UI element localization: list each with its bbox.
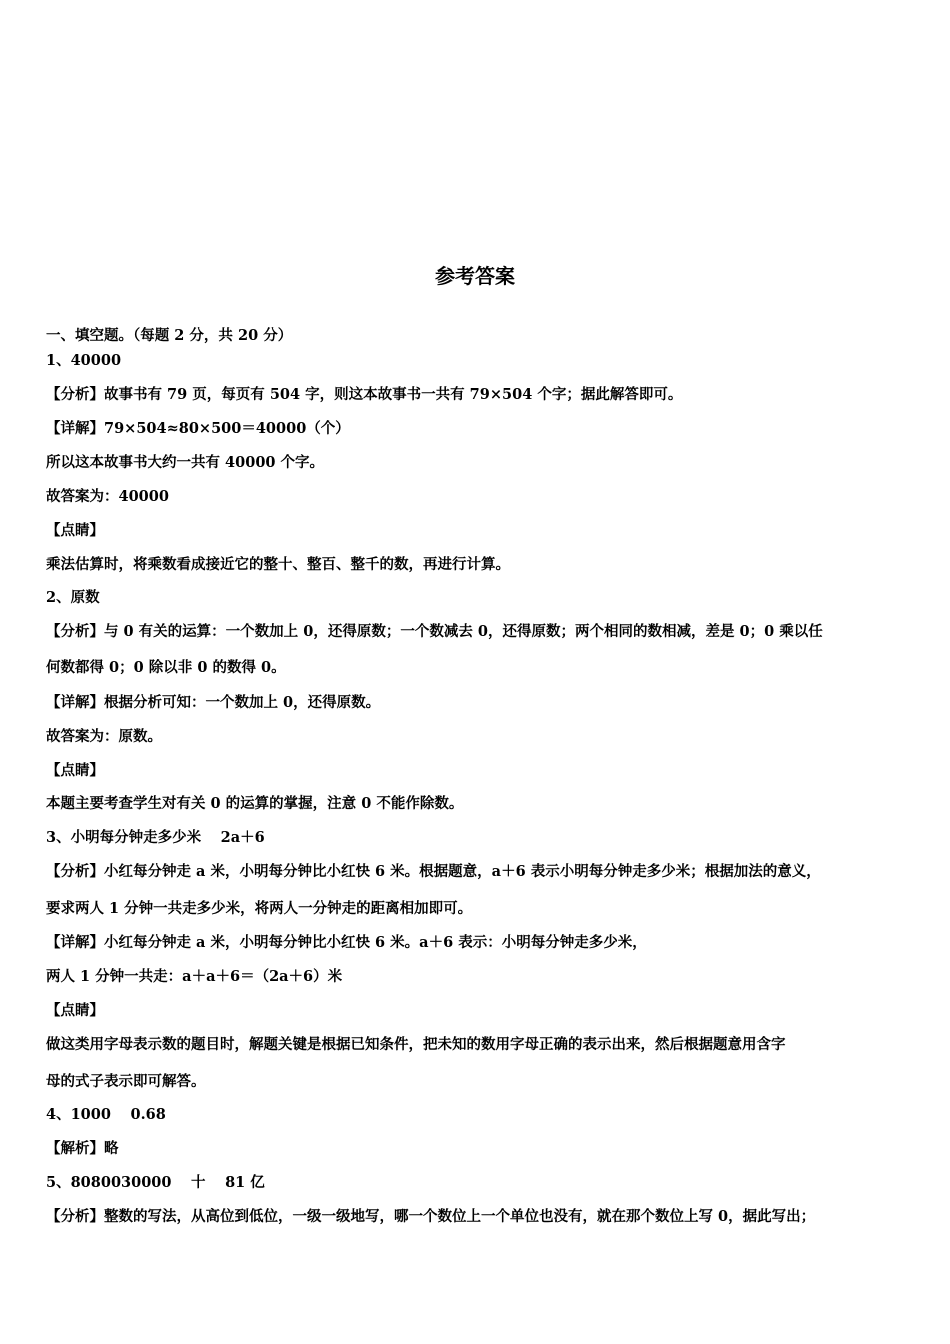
question-4-analysis: 【解析】略 — [46, 1140, 119, 1157]
question-2-conclusion: 故答案为：原数。 — [46, 728, 162, 745]
question-1-analysis: 【分析】故事书有 79 页，每页有 504 字，则这本故事书一共有 79×504 个字；据此解答即可。 — [46, 386, 683, 403]
page-title: 参考答案 — [435, 264, 515, 288]
question-5-answer: 5、8080030000 十 81 亿 — [46, 1174, 265, 1191]
question-3-comment-cont: 母的式子表示即可解答。 — [46, 1073, 206, 1090]
question-5-analysis: 【分析】整数的写法，从高位到低位，一级一级地写，哪一个数位上一个单位也没有，就在那个数位上写 0，据此写出； — [46, 1208, 816, 1225]
question-2-comment: 本题主要考查学生对有关 0 的运算的掌握，注意 0 不能作除数。 — [46, 795, 464, 812]
question-3-analysis: 【分析】小红每分钟走 a 米，小明每分钟比小红快 6 米。根据题意，a＋6 表示小明每分钟走多少米；根据加法的意义， — [46, 863, 821, 880]
question-2-analysis-cont: 何数都得 0；0 除以非 0 的数得 0。 — [46, 659, 286, 676]
section-heading: 一、填空题。（每题 2 分，共 20 分） — [46, 327, 293, 344]
question-1-answer: 1、40000 — [46, 352, 122, 369]
question-3-answer: 3、小明每分钟走多少米 2a＋6 — [46, 829, 265, 846]
question-3-comment-label: 【点睛】 — [46, 1002, 104, 1019]
question-1-detail: 【详解】79×504≈80×500＝40000（个） — [46, 420, 350, 437]
question-2-detail: 【详解】根据分析可知：一个数加上 0，还得原数。 — [46, 694, 381, 711]
question-2-comment-label: 【点睛】 — [46, 762, 104, 779]
question-1-detail-line: 所以这本故事书大约一共有 40000 个字。 — [46, 454, 325, 471]
question-3-detail: 【详解】小红每分钟走 a 米，小明每分钟比小红快 6 米。a＋6 表示：小明每分钟走多少米， — [46, 934, 647, 951]
question-3-analysis-cont: 要求两人 1 分钟一共走多少米，将两人一分钟走的距离相加即可。 — [46, 900, 473, 917]
question-3-comment: 做这类用字母表示数的题目时，解题关键是根据已知条件，把未知的数用字母正确的表示出来，然后根据题意用含字 — [46, 1036, 786, 1053]
question-2-answer: 2、原数 — [46, 589, 100, 606]
question-4-answer: 4、1000 0.68 — [46, 1106, 166, 1123]
question-1-comment-label: 【点睛】 — [46, 522, 104, 539]
question-3-detail-line: 两人 1 分钟一共走：a＋a＋6＝（2a＋6）米 — [46, 968, 343, 985]
question-1-conclusion: 故答案为：40000 — [46, 488, 169, 505]
question-2-analysis: 【分析】与 0 有关的运算：一个数加上 0，还得原数；一个数减去 0，还得原数；两个相同的数相减，差是 0；0 乘以任 — [46, 623, 823, 640]
question-1-comment: 乘法估算时，将乘数看成接近它的整十、整百、整千的数，再进行计算。 — [46, 556, 510, 573]
